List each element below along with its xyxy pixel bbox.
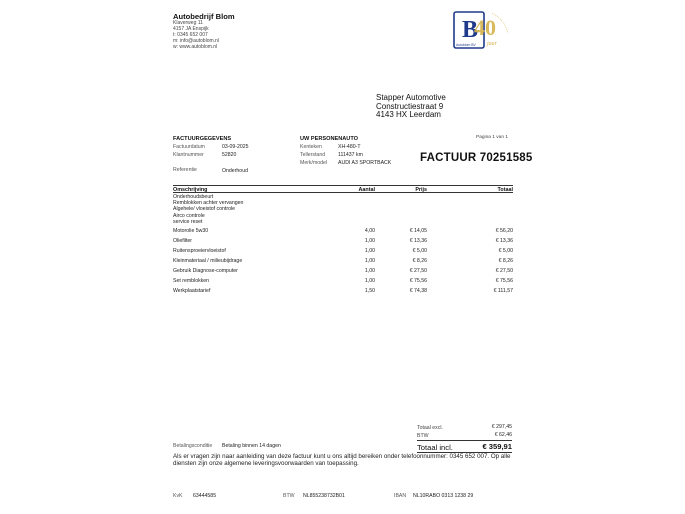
customer-number-value: 52820 [222,152,237,158]
table-row [173,278,513,285]
row-total: € 75,56 [495,278,513,284]
payment-condition-value: Betaling binnen 14 dagen [222,443,281,449]
vat-label: BTW [417,433,429,439]
invoice-date-value: 03-09-2025 [222,144,249,150]
row-price: € 27,50 [409,268,427,274]
header-total: Totaal [497,186,513,193]
row-description: Set remblokken [173,278,210,284]
row-price: € 8,26 [412,258,427,264]
reference-label: Referentie [173,167,197,173]
svg-text:jaar: jaar [487,41,498,47]
odometer-label: Tellerstand [300,152,326,158]
kvk-label: KvK [173,493,183,499]
total-incl-value: € 359,91 [482,442,512,451]
table-row [173,248,513,255]
description-line: service reset [173,218,203,225]
iban-value: NL10RABO 0313 1238 29 [413,493,474,499]
logo-letter: B [462,17,479,43]
service-description [173,194,243,225]
invoice-note: Als er vragen zijn naar aanleiding van deze factuur kunt u ons altijd bereiken onder telefoonnummer: 0345 652 007. Op alle diensten zijn onze algemene leveringsvoorwaarden van toepassing. [173,453,511,467]
plate-value: XH-480-T [338,144,361,150]
page-indicator: Pagina 1 van 1 [476,135,509,140]
total-excl-label: Totaal excl. [417,425,443,431]
recipient-city: 4143 HX Leerdam [376,110,441,120]
invoice-title: FACTUUR 70251585 [420,152,533,164]
row-total: € 8,26 [498,258,513,264]
row-price: € 75,56 [409,278,427,284]
recipient-address [376,94,446,120]
total-incl-label: Totaal incl. [417,443,453,452]
row-quantity: 1,00 [364,238,375,244]
row-description: Ruitensproeiervloeistof [173,248,226,254]
table-row [173,268,513,275]
row-price: € 13,36 [409,238,427,244]
row-quantity: 4,00 [364,228,375,234]
table-header [173,185,513,193]
iban-label: IBAN [394,493,407,499]
company-address: Klaverweg 11 [173,20,203,26]
company-logo [452,9,512,53]
row-price: € 14,05 [409,228,427,234]
table-row [173,258,513,265]
row-total: € 27,50 [495,268,513,274]
company-email: m: info@autoblom.nl [173,37,219,44]
svg-text:40: 40 [474,15,496,40]
recipient-name: Stapper Automotive [376,93,446,102]
invoice-date-label: Factuurdatum [173,144,206,150]
company-phone: t: 0345 652 007 [173,31,208,38]
row-quantity: 1,00 [364,268,375,274]
header-description: Omschrijving [173,186,208,193]
table-row [173,228,513,235]
description-line: Airco controle [173,212,205,219]
description-line: Algehele/ vloeistof controle [173,206,235,213]
company-city: 4157 JA Enspijk [173,25,209,32]
logo-graphic [452,9,512,53]
total-excl-value: € 297,45 [491,424,512,430]
logo-caption: Autoblom BV [456,43,476,47]
row-description: Motorolie 5w30 [173,228,209,234]
customer-number-label: Klantnummer [173,152,204,158]
header-price: Prijs [415,186,427,193]
description-line: Remblokken achter vervangen [173,200,244,207]
recipient-street: Constructiestraat 9 [376,101,444,111]
totals-divider [417,440,512,441]
odometer-value: 111437 km [338,152,363,158]
invoice-details-title: FACTUURGEGEVENS [173,136,232,142]
row-description: Kleinmateriaal / milieubijdrage [173,258,243,264]
row-price: € 74,38 [409,288,427,294]
row-quantity: 1,50 [364,288,375,294]
row-description: Oliefilter [173,238,193,244]
row-total: € 111,57 [493,288,513,294]
row-total: € 13,36 [495,238,513,244]
payment-condition-label: Betalingsconditie [173,443,213,449]
row-quantity: 1,00 [364,248,375,254]
plate-label: Kenteken [300,144,322,150]
row-quantity: 1,00 [364,258,375,264]
row-price: € 5,00 [412,248,427,254]
company-website: w: www.autoblom.nl [173,43,218,50]
row-description: Werkplaatstarief [173,288,211,294]
btw-value: NL855238732B01 [303,493,345,499]
vehicle-title: UW PERSONENAUTO [300,136,359,142]
model-value: AUDI A3 SPORTBACK [338,160,392,166]
row-total: € 56,20 [495,228,513,234]
company-name: Autobedrijf Blom [173,12,235,21]
company-block [173,12,235,51]
btw-label: BTW [283,493,295,499]
description-line: Onderhoudsbeurt [173,194,214,200]
kvk-value: 63444585 [193,493,217,499]
vat-value: € 62,46 [494,432,512,438]
table-row [173,288,513,295]
table-row [173,238,513,245]
row-total: € 5,00 [498,248,513,254]
model-label: Merk/model [300,160,328,166]
reference-value: Onderhoud [222,168,248,174]
row-quantity: 1,00 [364,278,375,284]
row-description: Gebruik Diagnose-computer [173,268,238,274]
header-quantity: Aantal [358,186,375,193]
